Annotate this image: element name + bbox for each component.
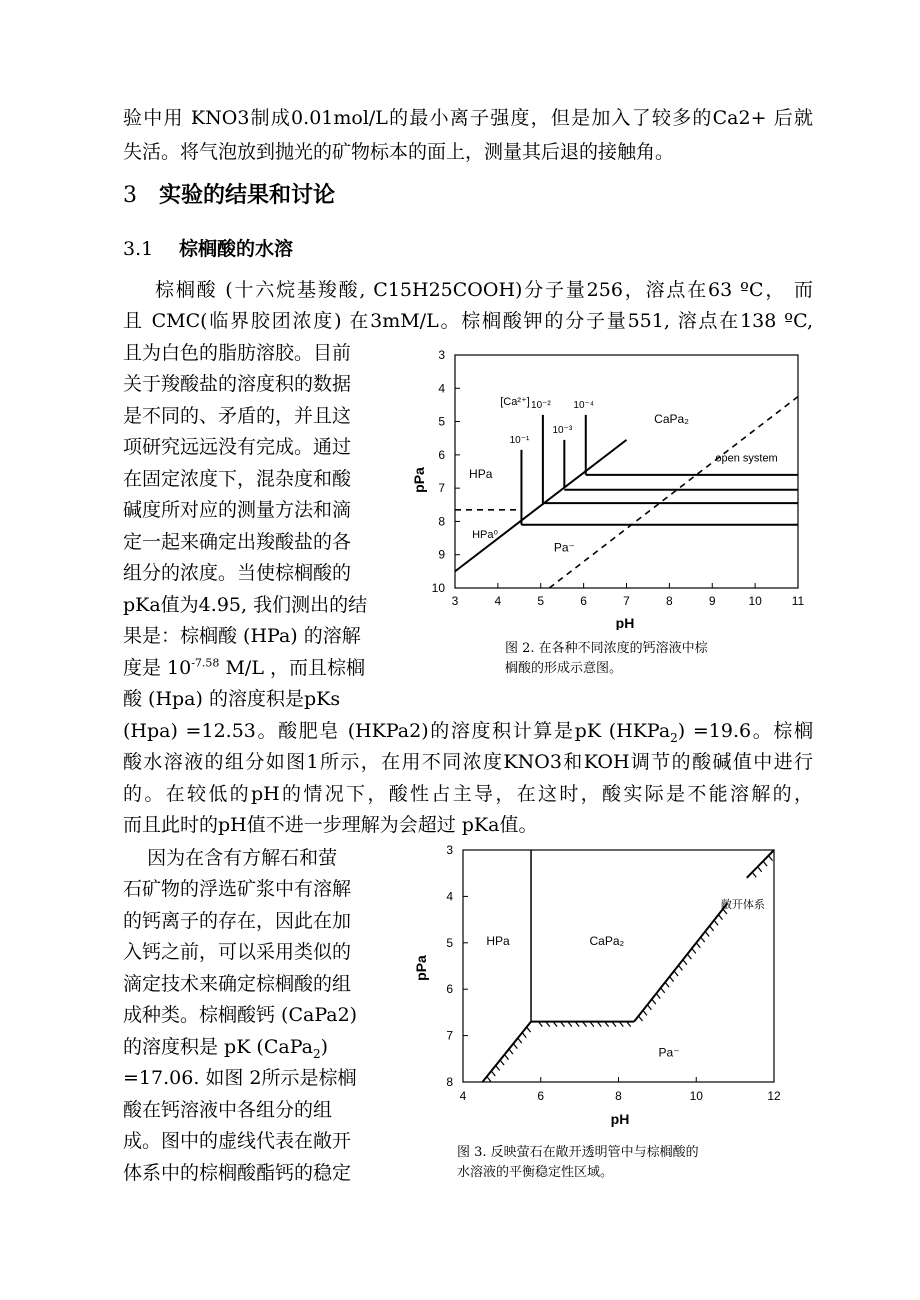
fig2-ca-concentration-label: 10⁻¹: [509, 434, 530, 446]
fig2-y-tick-label: 8: [438, 514, 445, 529]
fig2-main-boundary-line: [455, 440, 627, 571]
subsection-heading: [123, 234, 293, 261]
fig3-hatch-mark: [674, 971, 678, 976]
fig3-hatch-mark: [687, 954, 691, 959]
text-line: 酸在钙溶液中各组分的组: [123, 1099, 333, 1121]
text-line: 入钙之前，可以采用类似的: [123, 941, 352, 963]
text-line: 关于羧酸盐的溶度积的数据: [123, 373, 352, 395]
text-line: 验中用 KNO3制成0.01mol/L的最小离子强度，但是加入了较多的Ca2+ 后就: [123, 107, 813, 129]
text-fragment: (Hpa) =12.53。酸肥皂 (HKPa2)的溶度积计算是pK (HKPa: [123, 720, 671, 742]
fig2-region-label: HPa⁰: [472, 529, 498, 542]
text-line: pKa值为4.95, 我们测出的结: [123, 594, 368, 616]
fig3-hatch-mark: [683, 960, 687, 965]
fig3-y-tick-label: 8: [446, 1075, 453, 1089]
text-fragment: 度是 10: [123, 657, 192, 679]
fig3-hatch-mark: [665, 982, 669, 987]
text-line: [123, 656, 365, 680]
text-line: 在固定浓度下，混杂度和酸: [123, 468, 352, 490]
text-line: 因为在含有方解石和萤: [123, 847, 338, 869]
fig3-hatch-mark: [647, 1005, 651, 1010]
subsection-title: 棕榈酸的水溶: [179, 238, 294, 260]
fig3-y-tick-label: 6: [446, 982, 453, 997]
fig3-x-tick-label: 12: [767, 1089, 781, 1103]
fig3-hatch-mark: [678, 965, 682, 970]
fig2-ca-concentration-label: 10⁻³: [552, 424, 573, 436]
superscript: -7.58: [191, 656, 220, 670]
text-line: 而且此时的pH值不进一步理解为会超过 pKa值。: [123, 814, 538, 836]
fig3-hatch-mark: [714, 920, 718, 925]
fig3-region-label: HPa: [486, 934, 510, 949]
fig3-y-tick-label: 3: [446, 843, 453, 857]
text-line: 且为白色的脂肪溶胶。目前: [123, 342, 352, 364]
fig3-hatch-mark: [652, 999, 656, 1004]
fig3-x-tick-label: 4: [459, 1089, 467, 1103]
fig2-x-tick-label: 8: [666, 594, 673, 608]
fig3-x-tick-label: 8: [615, 1089, 622, 1103]
fig2-ca-header-label: [Ca²⁺]: [500, 395, 530, 408]
text-line: 组分的浓度。当使棕榈酸的: [123, 562, 352, 584]
figure-3-caption-1: 图 3. 反映萤石在敞开透明管中与棕榈酸的: [457, 1145, 699, 1160]
fig2-ca-concentration-label: 10⁻⁴: [573, 399, 595, 411]
fig3-stability-boundary-line: [747, 850, 774, 878]
text-fragment: ): [320, 1036, 329, 1058]
text-line: 果是：棕榈酸 (HPa) 的溶解: [123, 625, 361, 647]
subscript: 2: [670, 730, 678, 745]
fig3-hatch-mark: [527, 1027, 531, 1032]
fig3-hatch-mark: [496, 1066, 500, 1071]
figure-3-caption-2: 水溶液的平衡稳定性区域。: [457, 1165, 614, 1180]
fig2-y-tick-label: 3: [438, 348, 445, 362]
text-line: 是不同的、矛盾的，并且这: [123, 405, 352, 427]
fig2-x-tick-label: 3: [451, 594, 459, 608]
fig2-x-tick-label: 6: [580, 594, 587, 608]
fig3-stability-boundary-line: [634, 903, 727, 1021]
fig3-x-tick-label: 6: [537, 1089, 545, 1103]
fig3-x-label: pH: [610, 1111, 630, 1127]
subscript: 2: [312, 1046, 321, 1061]
fig2-x-tick-label: 7: [623, 594, 630, 608]
text-line: 碱度所对应的测量方法和滴: [123, 499, 352, 521]
fig3-hatch-mark: [705, 932, 709, 937]
fig3-hatch-mark: [491, 1071, 495, 1076]
text-fragment: ) =19.6。棕榈: [677, 720, 813, 742]
text-line: 定一起来确定出羧酸盐的各: [123, 531, 352, 553]
text-line: 体系中的棕榈酸酯钙的稳定: [123, 1162, 352, 1184]
figure-2-caption-2: 榈酸的形成示意图。: [505, 661, 623, 676]
fig3-hatch-mark: [522, 1033, 526, 1038]
fig2-x-tick-label: 9: [708, 594, 716, 608]
fig2-y-label: pPa: [411, 467, 427, 493]
text-line: 滴定技术来确定棕榈酸的组: [123, 973, 352, 995]
fig3-plot-area: [446, 843, 781, 1103]
fig3-hatch-mark: [696, 943, 700, 948]
fig3-hatch-mark: [769, 856, 773, 861]
fig3-hatch-mark: [710, 926, 714, 931]
fig2-y-tick-label: 4: [438, 381, 445, 396]
fig3-y-label: pPa: [413, 955, 429, 981]
text-line: 且 CMC(临界胶团浓度) 在3mM/L。棕榈酸钾的分子量551, 溶点在138 ºC,: [123, 310, 813, 332]
text-line: [123, 719, 813, 743]
fig3-hatch-mark: [758, 867, 762, 872]
text-line: =17.06. 如图 2所示是棕榈: [123, 1067, 357, 1089]
section-title: 实验的结果和讨论: [159, 183, 336, 208]
text-line: 石矿物的浮选矿浆中有溶解: [123, 878, 352, 900]
fig2-x-tick-label: 11: [791, 594, 805, 608]
fig2-region-label: HPa: [469, 467, 493, 482]
text-line: 失活。将气泡放到抛光的矿物标本的面上，测量其后退的接触角。: [123, 141, 675, 163]
fig3-open-system-label: 敞开体系: [720, 899, 765, 911]
fig2-y-tick-label: 5: [438, 414, 445, 429]
text-line: 的钙离子的存在，因此在加: [123, 910, 352, 932]
text-line: 项研究远远没有完成。通过: [123, 436, 352, 458]
fig2-region-label: Pa⁻: [553, 540, 575, 555]
section-heading: [123, 178, 335, 209]
text-line: [123, 1035, 328, 1059]
figure-3-chart: [400, 840, 805, 1130]
text-line: 棕榈酸 (十六烷基羧酸, C15H25COOH)分子量256，溶点在63 ºC， 而: [155, 279, 813, 301]
fig3-hatch-mark: [752, 872, 756, 877]
fig3-y-tick-label: 4: [446, 889, 453, 904]
figure-2-caption-1: 图 2. 在各种不同浓度的钙溶液中棕: [505, 641, 708, 656]
fig2-y-tick-label: 6: [438, 447, 445, 462]
fig3-hatch-mark: [701, 937, 705, 942]
fig3-hatch-mark: [487, 1077, 491, 1082]
text-line: 酸水溶液的组分如图1所示，在用不同浓度KNO3和KOH调节的酸碱值中进行: [123, 751, 813, 773]
fig3-hatch-mark: [509, 1049, 513, 1054]
fig3-hatch-mark: [518, 1038, 522, 1043]
section-number: 3: [123, 183, 137, 208]
fig3-y-tick-label: 7: [446, 1028, 453, 1043]
fig3-hatch-mark: [670, 977, 674, 982]
fig3-hatch-mark: [692, 948, 696, 953]
fig3-stability-boundary-line: [482, 1022, 531, 1082]
fig3-hatch-mark: [513, 1044, 517, 1049]
fig3-hatch-mark: [505, 1055, 509, 1060]
fig3-region-label: CaPa₂: [589, 934, 625, 949]
text-line: 成。图中的虚线代表在敞开: [123, 1130, 352, 1152]
subsection-number: 3.1: [123, 238, 154, 260]
fig2-region-label: CaPa₂: [654, 412, 689, 427]
figure-2-chart: [400, 340, 810, 630]
fig3-hatch-mark: [763, 861, 767, 866]
text-line: 酸 (Hpa) 的溶度积是pKs: [123, 688, 341, 710]
fig3-y-tick-label: 5: [446, 935, 453, 950]
text-fragment: 的溶度积是 pK (CaPa: [123, 1036, 313, 1058]
fig3-hatch-mark: [718, 915, 722, 920]
fig2-x-label: pH: [615, 615, 635, 630]
fig3-hatch-mark: [638, 1016, 642, 1021]
fig2-y-tick-label: 7: [438, 481, 445, 496]
fig2-open-system-label: open system: [715, 452, 778, 465]
fig3-hatch-mark: [643, 1010, 647, 1015]
fig2-y-tick-label: 9: [438, 547, 445, 562]
fig2-ca-concentration-label: 10⁻²: [531, 399, 551, 411]
text-fragment: M/L ，而且棕榈: [219, 657, 365, 679]
fig3-hatch-mark: [661, 988, 665, 993]
text-line: 成种类。棕榈酸钙 (CaPa2): [123, 1004, 358, 1026]
text-line: 的。在较低的pH的情况下，酸性占主导，在这时，酸实际是不能溶解的，: [123, 783, 813, 805]
fig2-plot-area: [432, 348, 805, 608]
fig3-x-tick-label: 10: [689, 1089, 703, 1103]
fig3-region-label: Pa⁻: [658, 1045, 680, 1060]
fig2-y-tick-label: 10: [431, 581, 445, 595]
fig3-hatch-mark: [656, 994, 660, 999]
fig2-x-tick-label: 5: [537, 594, 545, 608]
fig2-frame: [455, 355, 798, 588]
fig3-hatch-mark: [500, 1060, 504, 1065]
fig2-x-tick-label: 4: [494, 594, 502, 608]
fig2-x-tick-label: 10: [748, 594, 762, 608]
